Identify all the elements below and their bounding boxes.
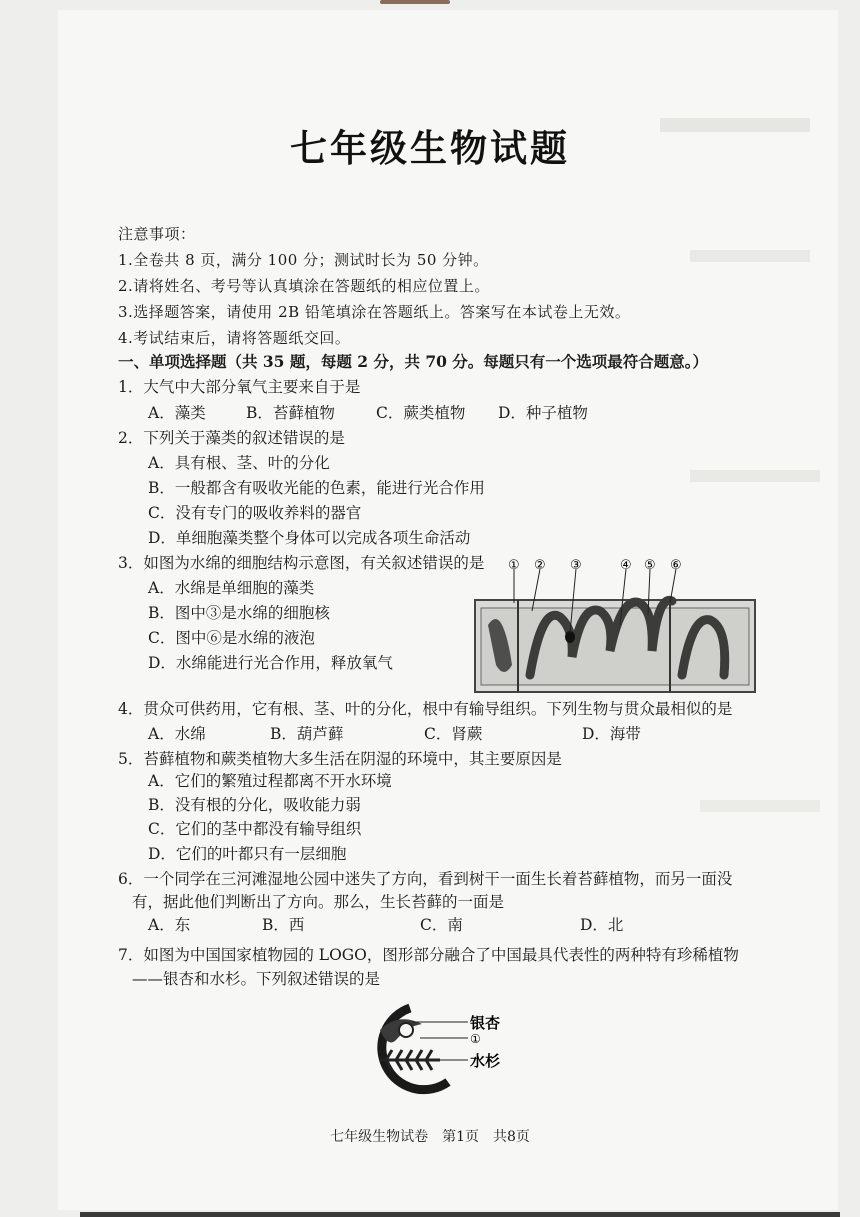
bleed-through: [690, 470, 820, 482]
option: B．葫芦藓: [270, 725, 344, 743]
label-5: ⑤: [644, 558, 656, 573]
question-stem-cont: 有，据此他们判断出了方向。那么，生长苔藓的一面是: [132, 893, 505, 911]
option: B．西: [262, 916, 305, 934]
label-4: ④: [620, 558, 632, 573]
spirogyra-figure: [475, 558, 755, 692]
notice-item: 1.全卷共 8 页，满分 100 分；测试时长为 50 分钟。: [118, 251, 489, 269]
option: D．它们的叶都只有一层细胞: [148, 845, 347, 863]
option: D．单细胞藻类整个身体可以完成各项生命活动: [148, 529, 471, 547]
label-mark-1: ①: [470, 1032, 481, 1046]
question-stem: 1．大气中大部分氧气主要来自于是: [118, 378, 361, 396]
option: B．一般都含有吸收光能的色素，能进行光合作用: [148, 479, 485, 497]
bleed-through: [700, 800, 820, 812]
notice-item: 2.请将姓名、考号等认真填涂在答题纸的相应位置上。: [118, 277, 490, 295]
question-stem: 3．如图为水绵的细胞结构示意图，有关叙述错误的是: [118, 554, 485, 572]
logo-eye: [399, 1023, 413, 1037]
question-stem: 5．苔藓植物和蕨类植物大多生活在阴湿的环境中，其主要原因是: [118, 750, 562, 768]
page-footer: 七年级生物试卷 第1页 共8页: [330, 1129, 530, 1145]
label-2: ②: [534, 558, 546, 573]
binding-mark: [380, 0, 450, 4]
option: D．海带: [582, 725, 641, 743]
exam-title: 七年级生物试题: [290, 126, 570, 170]
option: D．种子植物: [498, 404, 588, 422]
option: C．图中⑥是水绵的液泡: [148, 629, 315, 647]
option: B．图中③是水绵的细胞核: [148, 604, 330, 622]
spirogyra-diagram: [470, 555, 760, 695]
option: A．东: [148, 916, 191, 934]
option: B．没有根的分化，吸收能力弱: [148, 796, 361, 814]
question-stem: 7．如图为中国国家植物园的 LOGO，图形部分融合了中国最具代表性的两种特有珍稀植物: [118, 946, 739, 964]
label-ginkgo: 银杏: [470, 1014, 501, 1032]
option: D．北: [580, 916, 624, 934]
notice-item: 4.考试结束后，请将答题纸交回。: [118, 329, 351, 347]
label-1: ①: [508, 558, 520, 573]
option: A．它们的繁殖过程都离不开水环境: [148, 772, 392, 790]
question-stem: 6．一个同学在三河滩湿地公园中迷失了方向，看到树干一面生长着苔藓植物，而另一面没: [118, 870, 733, 888]
label-6: ⑥: [670, 558, 682, 573]
botanical-garden-logo-diagram: [350, 1000, 530, 1095]
bleed-through: [690, 250, 810, 262]
question-stem-cont: ——银杏和水杉。下列叙述错误的是: [132, 970, 381, 988]
logo-figure: [380, 1008, 501, 1090]
sequoia-branch-mark: [380, 1050, 440, 1070]
option: A．水绵: [148, 725, 206, 743]
option: C．它们的茎中都没有输导组织: [148, 820, 362, 838]
question-stem: 2．下列关于藻类的叙述错误的是: [118, 429, 345, 447]
option: B．苔藓植物: [246, 404, 335, 422]
option: C．南: [420, 916, 463, 934]
section-heading: 一、单项选择题（共 35 题，每题 2 分，共 70 分。每题只有一个选项最符合题意。）: [118, 352, 709, 371]
option: C．没有专门的吸收养料的器官: [148, 504, 362, 522]
question-stem: 4．贯众可供药用，它有根、茎、叶的分化，根中有输导组织。下列生物与贯众最相似的是: [118, 700, 733, 718]
label-sequoia: 水杉: [470, 1052, 501, 1070]
option: C．蕨类植物: [376, 404, 466, 422]
logo-ring: [382, 1008, 448, 1090]
option: D．水绵能进行光合作用，释放氧气: [148, 654, 393, 672]
option: A．具有根、茎、叶的分化: [148, 454, 330, 472]
option: A．水绵是单细胞的藻类: [148, 579, 315, 597]
notice-heading: 注意事项：: [118, 225, 196, 243]
notice-item: 3.选择题答案，请使用 2B 铅笔填涂在答题纸上。答案写在本试卷上无效。: [118, 303, 631, 321]
option: C．肾蕨: [424, 725, 483, 743]
label-3: ③: [570, 558, 582, 573]
option: A．藻类: [148, 404, 206, 422]
page-edge-shadow: [80, 1212, 840, 1217]
